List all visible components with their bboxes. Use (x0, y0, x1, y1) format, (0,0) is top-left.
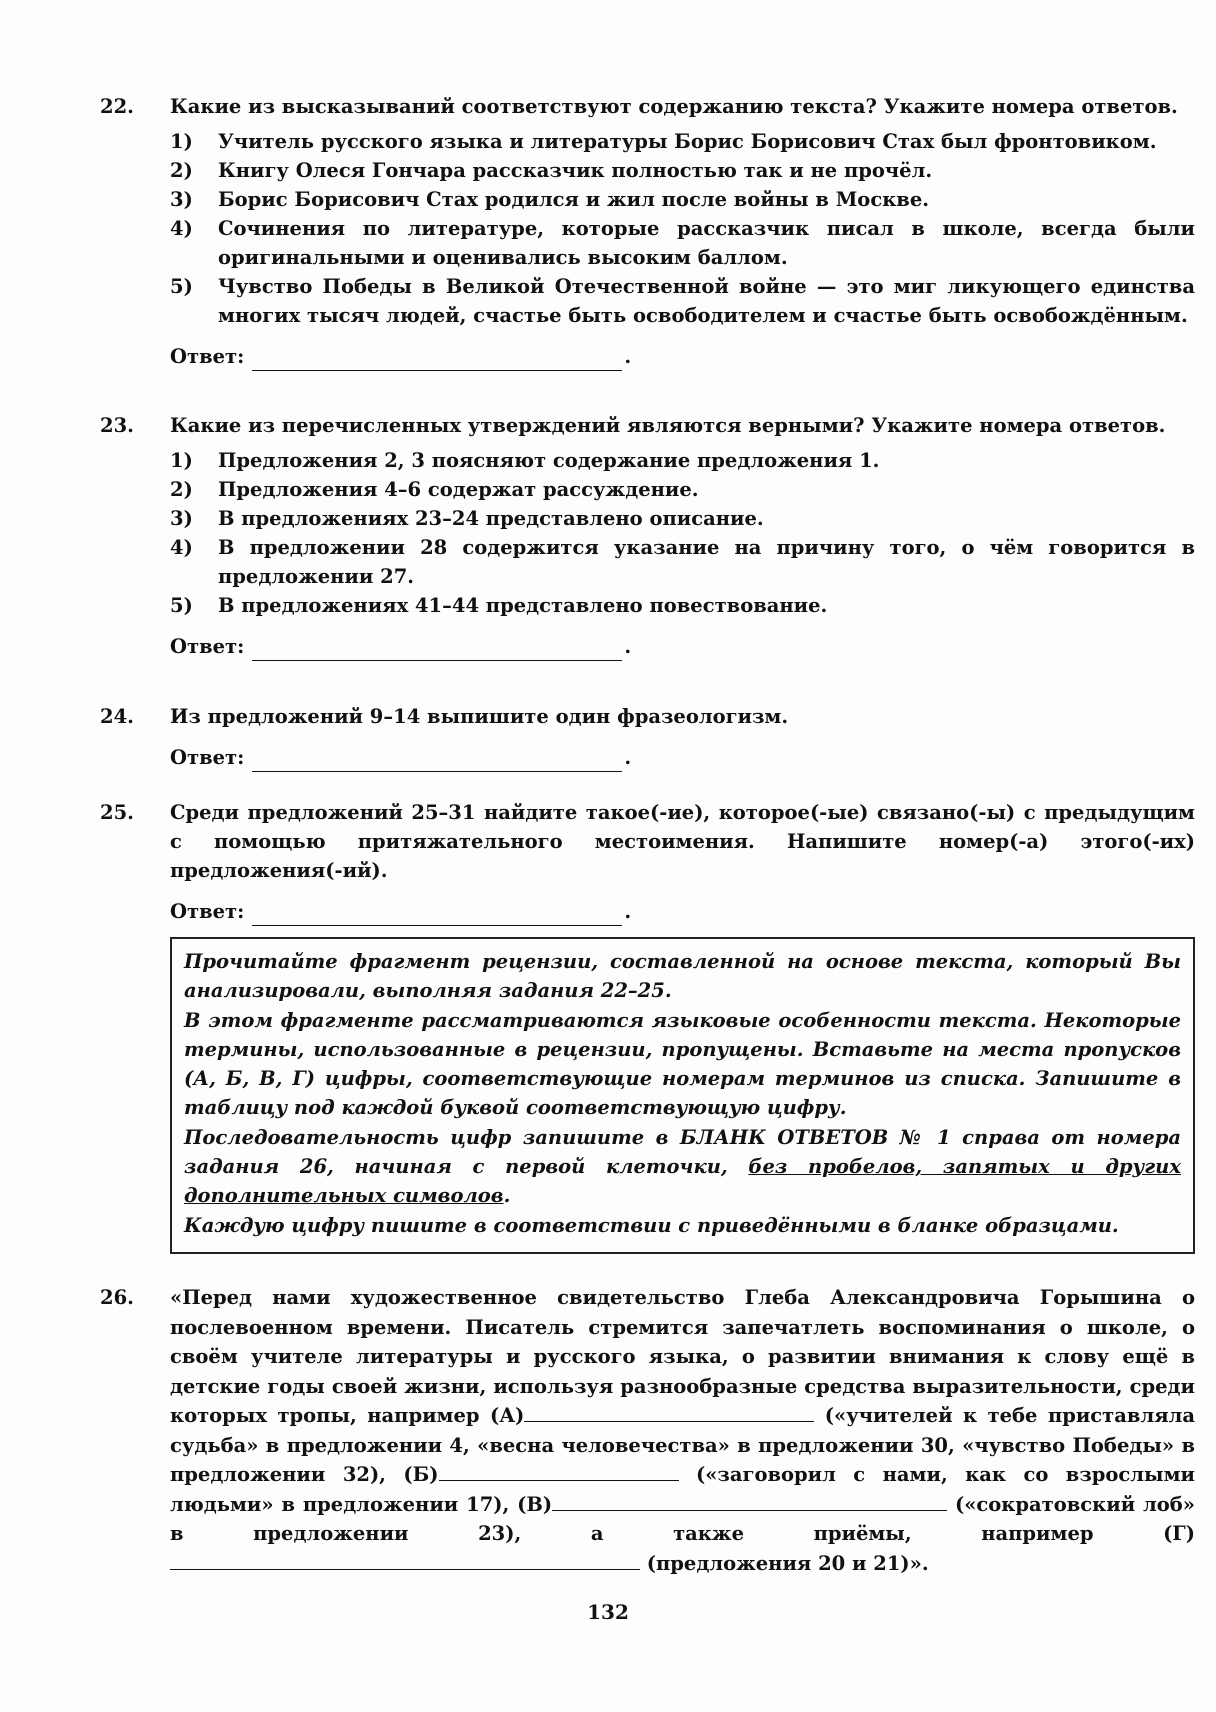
underlined-text: без пробелов, запятых и других дополнительных символов (184, 1155, 1181, 1208)
option-1: 1) Предложения 2, 3 поясняют содержание предложения 1. (170, 449, 880, 472)
blank-b[interactable] (439, 1460, 679, 1481)
blank-d[interactable] (170, 1549, 640, 1570)
page-number: 132 (587, 1600, 629, 1624)
answer-row: Ответ: . (170, 632, 1195, 661)
task-question: Из предложений 9–14 выпишите один фразеологизм. (170, 705, 789, 728)
option-3: 3) Борис Борисович Стах родился и жил после войны в Москве. (170, 188, 930, 211)
answer-label: Ответ: (170, 635, 245, 658)
option-4: 4) В предложении 28 содержится указание на причину того, о чём говорится в предложении 27. (170, 536, 1195, 588)
task-question: Какие из перечисленных утверждений являются верными? Укажите номера ответов. (170, 414, 1166, 437)
blank-a[interactable] (524, 1401, 814, 1422)
task-24 (100, 702, 1195, 772)
task-22 (100, 92, 1195, 371)
task-number: 23. (100, 414, 134, 437)
answer-label: Ответ: (170, 900, 245, 923)
task-26 (100, 1283, 1195, 1578)
option-1: 1) Учитель русского языка и литературы Борис Борисович Стах был фронтовиком. (170, 130, 1157, 153)
option-5: 5) В предложениях 41–44 представлено повествование. (170, 594, 828, 617)
answer-field[interactable] (252, 348, 622, 371)
task-number: 26. (100, 1286, 134, 1309)
answer-row: Ответ: . (170, 897, 1195, 926)
answer-field[interactable] (252, 638, 622, 661)
instruction-paragraph: Прочитайте фрагмент рецензии, составленной на основе текста, который Вы анализировали, выполняя задания 22–25. (184, 950, 1181, 1003)
task-number: 24. (100, 705, 134, 728)
instruction-paragraph: Последовательность цифр запишите в БЛАНК ОТВЕТОВ № 1 справа от номера задания 26, начиная с первой клеточки, без пробелов, запятых и других дополнительных символов. (184, 1125, 1181, 1208)
answer-field[interactable] (252, 749, 622, 772)
options-list (170, 446, 1195, 620)
option-4: 4) Сочинения по литературе, которые рассказчик писал в школе, всегда были оригинальными и оценивались высоким баллом. (170, 217, 1195, 269)
option-3: 3) В предложениях 23–24 представлено описание. (170, 507, 764, 530)
task-number: 22. (100, 95, 134, 118)
option-2: 2) Предложения 4–6 содержат рассуждение. (170, 478, 699, 501)
task-question: Среди предложений 25–31 найдите такое(-ие), которое(-ые) связано(-ы) с предыдущим с помощью притяжательного местоимения. Напишите номер(-а) этого(-их) предложения(-ий). (170, 801, 1195, 882)
answer-label: Ответ: (170, 746, 245, 769)
answer-label: Ответ: (170, 345, 245, 368)
instruction-paragraph: В этом фрагменте рассматриваются языковые особенности текста. Некоторые термины, использованные в рецензии, пропущены. Вставьте на места пропусков (А, Б, В, Г) цифры, соответствующие номерам терминов из списка. Запишите в таблицу под каждой буквой соответствующую цифру. (184, 1008, 1181, 1120)
review-text: «Перед нами художественное свидетельство Глеба Александровича Горышина о послевоенном времени. Писатель стремится запечатлеть воспоминания о школе, о своём учителе литературы и русского языка, о развитии внимания к слову ещё в детские годы своей жизни, используя разнообразные средства выразительности, среди которых тропы, например (А) («учителей к тебе приставляла судьба» в предложении 4, «весна человечества» в предложении 30, «чувство Победы» в предложении 32), (Б) («заговорил с нами, как со взрослыми людьми» в предложении 17), (В) («сократовский лоб» в предложении 23), а также приёмы, например (Г) (предложения 20 и 21)». (170, 1286, 1195, 1575)
task-number: 25. (100, 801, 134, 824)
task-25 (100, 798, 1195, 926)
answer-field[interactable] (252, 903, 622, 926)
task-question: Какие из высказываний соответствуют содержанию текста? Укажите номера ответов. (170, 95, 1178, 118)
task-23 (100, 411, 1195, 661)
instruction-box (170, 937, 1195, 1254)
option-2: 2) Книгу Олеся Гончара рассказчик полностью так и не прочёл. (170, 159, 933, 182)
options-list (170, 127, 1195, 330)
option-5: 5) Чувство Победы в Великой Отечественной войне — это миг ликующего единства многих тысяч людей, счастье быть освободителем и счастье быть освобождённым. (170, 275, 1195, 327)
blank-c[interactable] (552, 1490, 947, 1511)
answer-row: Ответ: . (170, 342, 1195, 371)
instruction-paragraph: Каждую цифру пишите в соответствии с приведёнными в бланке образцами. (184, 1213, 1119, 1237)
answer-row: Ответ: . (170, 743, 1195, 772)
